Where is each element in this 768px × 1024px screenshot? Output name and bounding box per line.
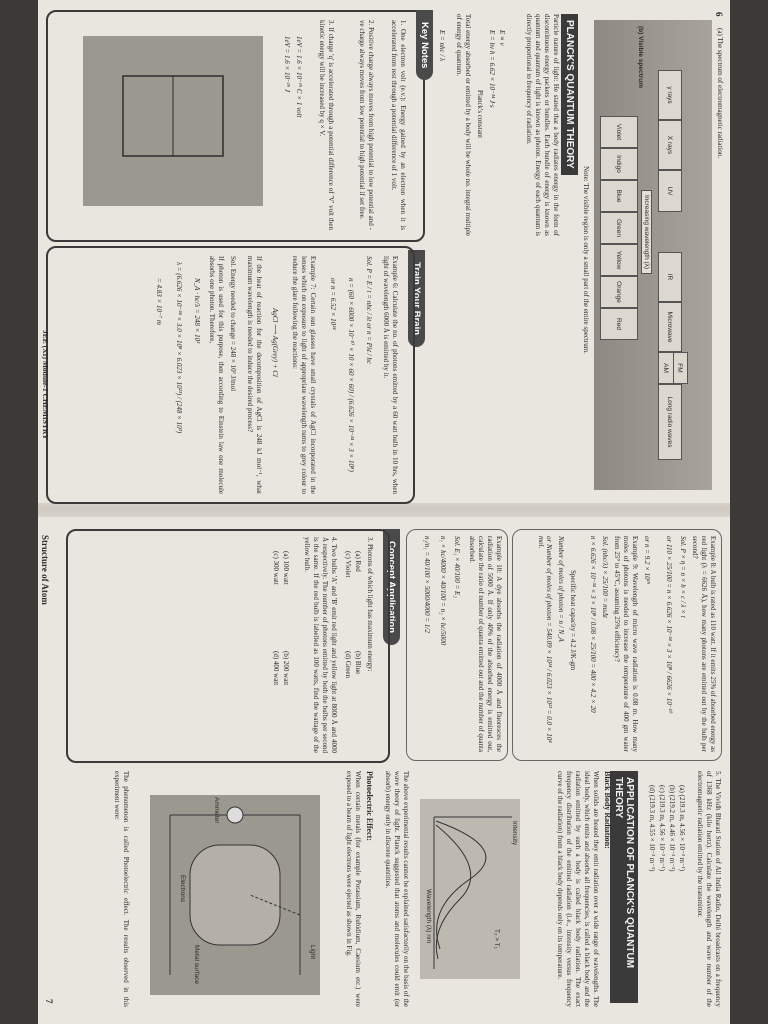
- example-9: Example 9: Wavelength of micro wave radiation is 0.08 m. How many moles of photons is needed to increase the temperature of 400 gm water from 25° to 45°C, assuming 25% efficiency?: [613, 536, 639, 752]
- planck-eq-energy: E = hν h = 6.62 × 10⁻³⁴ J·s: [488, 30, 496, 108]
- key-note-ev-1: 1eV = 1.6 × 10⁻¹⁹ C × 1 volt: [295, 36, 303, 118]
- sol-9-c: Specific heat capacity = 4.2 J/K-gm: [569, 570, 577, 671]
- band-gamma: γ rays: [658, 70, 682, 120]
- spectrum-note: Note: The visible region is only a small part of the entire spectrum.: [582, 166, 590, 354]
- sol-8-c: or n = 9.2 × 10¹⁹: [643, 536, 651, 585]
- color-red: Red: [600, 308, 638, 340]
- sol-9-a: Sol. (nhc/λ) × 25/100 = msΔt: [601, 536, 609, 618]
- photoelectric-text-2: The phenomenon is called Photoelectric effect. The results observed in this experiment were:: [113, 771, 130, 1007]
- band-uv: UV: [658, 170, 682, 212]
- question-3: 3. Photons of which light has maximum energy:: [366, 537, 374, 672]
- example-10-box: [406, 529, 508, 761]
- fig-label-light: Light: [309, 945, 316, 960]
- photoelectric-text: When certain metals (for example Potassium, Rubidium, Caesium etc.) were exposed to a beam of light electrons were ejected as shown in Fig.: [345, 771, 362, 1007]
- question-5: 5. The Vividh Bharati Station of All India Radio, Delhi broadcasts on a frequency of 1368 kHz (kilo hertz). Calculate the wavelength and wave number of the electromagnetic radiation emitted by the transmitter.: [696, 771, 722, 1007]
- left-page: [38, 0, 730, 505]
- sol-6-c: or n = 6.52 × 10²⁴: [329, 278, 337, 330]
- sol-9-d: Number of moles of photon = n / N_A: [557, 536, 565, 642]
- sol-6-b: n = (60 × 6000 × 10⁻¹⁰ × 10 × 60 × 60) / (6.626 × 10⁻³⁴ × 3 × 10⁸): [347, 278, 355, 472]
- sol-7-c: N_A · hc/λ = 248 × 10³: [193, 278, 201, 344]
- q4-option-b: (b) 200 watt: [282, 651, 290, 686]
- example-7b: If the heat of reaction for the decomposition of AgCl is 248 kJ mol⁻¹, what maximum wavelength is needed to induce the desired process?: [246, 256, 263, 494]
- fig-label-electrons: Electrons: [179, 875, 186, 903]
- q4-option-d: (d) 400 watt: [272, 651, 280, 686]
- band-long-radio: Long radio waves: [658, 384, 682, 460]
- black-body-graph: [420, 799, 520, 979]
- page-number-left: 6: [714, 12, 724, 17]
- black-body-heading: Black Body Radiation:: [603, 771, 612, 849]
- sol-6-a: Sol. P = E / t = nhc / λt or n = Pλt / hc: [365, 256, 373, 364]
- sol-9-b: n × 6.626 × 10⁻³⁴ × 3 × 10⁸ / 0.08 × 25/100 = 400 × 4.2 × 20: [589, 536, 597, 713]
- book-page-photo: [38, 0, 730, 1024]
- planck-heading: PLANCK'S QUANTUM THEORY: [561, 14, 578, 175]
- rotated-spread: [38, 0, 730, 1024]
- band-microwave: Microwave: [658, 302, 682, 352]
- example-7: Example 7: Certain sun glasses have small crystals of AgCl incorporated in the lenses which on exposure to light of appropriate wavelength turns to grey colour to reduce the glare following the reactions:: [291, 256, 317, 494]
- application-heading: APPLICATION OF PLANCK'S QUANTUM THEORY: [610, 771, 638, 1003]
- sol-8-a: Sol. P × η = n × h × c / λ × t: [679, 536, 687, 618]
- sol-7-a: Sol. Energy needed to change = 248 × 10³ J/mol: [229, 256, 237, 392]
- planck-eq-proportional: E ∝ ν: [498, 30, 506, 46]
- black-body-text: When solids are heated they emit radiation over a wide range of wavelengths. The ideal body, which emits and absorbs all frequencies, is called a black body and the radiation emitted by such a body is called black body radiation. The exact frequency distribution of the emitted radiation (i.e., intensity versus frequency curve of the radiation) from a black body depends only on its temperature.: [556, 771, 600, 1007]
- potential-diagram: [83, 36, 263, 206]
- q5-option-b: (b) (219.2 m, 4.46 × 10⁻³ m⁻¹): [668, 785, 676, 872]
- intensity-curve: [420, 799, 520, 979]
- q3-option-d: (d) Green: [344, 651, 352, 679]
- q5-option-a: (a) (219.3 m, 4.56 × 10⁻³ m⁻¹): [678, 785, 686, 872]
- fig-label-metal: Metal surface: [193, 945, 200, 985]
- reaction: AgCl ⟶ Ag(Grey) + Cl: [271, 308, 279, 377]
- sol-7-e: = 4.83 × 10⁻⁷ m: [155, 278, 163, 325]
- key-note-2: 2. Positive charge always moves from high potential to low potential and -ve charge always moves from low potential to high potential if set free.: [358, 20, 375, 230]
- increasing-wavelength-arrow: Increasing wavelength (λ): [641, 190, 652, 274]
- graph-x-label: Wavelength (λ) nm: [425, 889, 432, 944]
- key-note-ev-2: 1eV = 1.6 × 10⁻¹⁹ J: [283, 36, 291, 93]
- q3-option-b: (b) Blue: [354, 651, 362, 675]
- key-notes-box: [46, 10, 430, 242]
- examples-box: [512, 529, 722, 761]
- right-page: [38, 515, 730, 1020]
- spectrum-caption: (a) The spectrum of electromagnetic radiation.: [716, 28, 724, 159]
- color-blue: Blue: [600, 180, 638, 212]
- concept-application-box: [66, 529, 390, 763]
- q3-option-a: (a) Red: [354, 551, 362, 572]
- sol-10-a: Sol. E₁ × 40/100 = E₂: [453, 536, 461, 598]
- q3-option-c: (c) Violet: [344, 551, 352, 578]
- key-notes-figure: [83, 36, 263, 206]
- example-10: Example 10: A dye absorbs the radiation of 4000 Å and fluoresces the radiation of 5000 Å. If only 40% of the absorbed energy is emitted out, calculate the ratio of number of quanta emitted out and the number of quanta absorbed.: [468, 536, 503, 752]
- train-your-brain-tab: Train Your Brain: [408, 250, 425, 347]
- footer-module-title: JEE (XI) Module-1 CHEMISTRY: [41, 330, 50, 440]
- q4-option-a: (a) 100 watt: [282, 551, 290, 585]
- q4-option-c: (c) 300 watt: [272, 551, 280, 585]
- key-note-1: 1. One electron volt (e.v.): Energy gained by an electron when it is accelerated from rest through a potential difference of 1 volt.: [390, 20, 407, 230]
- fig-label-ammeter: Ammeter: [213, 797, 220, 824]
- sol-10-c: n₂/n₁ = 40/100 × 5000/4000 = 1/2: [423, 536, 431, 633]
- graph-y-label: Intensity: [511, 821, 518, 846]
- key-notes-tab: Key Notes: [416, 10, 433, 80]
- planck-text: Particle nature of light: He stated that a body radiates energy in the form of discontinuous energy packets or bundles. Each bundle of energy is known as quantum and quantum of light is known as photon. Energy of each quantum is directly proportional to frequency of radiation.: [525, 14, 560, 236]
- photoelectric-heading: Photoelectric Effect:: [365, 771, 374, 841]
- graph-temperature-label: T₂ > T₁: [493, 929, 500, 949]
- train-your-brain-box: [46, 246, 415, 504]
- black-body-text-2: The above experimental results cannot be explained satisfactorily on the basis of the wave theory of light. Planck suggested that atoms and molecules could emit (or absorb) energy only in discrete quantities.: [384, 771, 410, 1007]
- q5-option-c: (c) (219.3 m, 4.56 × 10⁻³ m⁻¹): [658, 785, 666, 872]
- concept-application-tab: Concept Application: [383, 529, 400, 645]
- spectrum-figure: [594, 20, 712, 490]
- sol-7-d: λ = (6.626 × 10⁻³⁴ × 3.0 × 10⁸ × 6.023 × 10²³) / (248 × 10³): [175, 262, 183, 434]
- color-orange: Orange: [600, 276, 638, 308]
- sol-8-b: or 110 × 25/100 = n × 6.626 × 10⁻³⁴ × 3 × 10⁸ / 6626 × 10⁻¹⁰: [665, 536, 673, 714]
- band-am: AM: [658, 352, 674, 384]
- planck-text-2: Total energy absorbed or emitted by a body will be whole no. integral multiple of energy of quantum.: [455, 14, 472, 236]
- color-indigo: Indigo: [600, 148, 638, 180]
- color-violet: Violet: [600, 116, 638, 148]
- band-fm: FM: [672, 352, 688, 384]
- question-4: 4. Two bulbs 'A' and 'B' emit red light and yellow light at 8000 Å and 4000 Å respectively. The number of photons emitted by both the bulbs per second is the same. If the red bulb is labelled as 100 watts, find the wattage of the yellow bulb.: [303, 537, 338, 753]
- planck-eq-total: E = nhc / λ: [438, 30, 446, 62]
- color-green: Green: [600, 212, 638, 244]
- chapter-title: Structure of Atom: [40, 535, 50, 605]
- example-8: Example 8: A bulb is rated as 110 watt. If it emits 25% of absorbed energy as red light (λ = 6626 Å), how many photons are emitted out by the bulb per second?: [691, 536, 717, 752]
- band-ir: IR: [658, 252, 682, 302]
- sol-7-b: If photon is used for this purpose, then according to Einstein law one molecule absorbs one photon. Therefore,: [208, 256, 225, 494]
- example-6: Example 6: Calculate the no. of photons emitted by a 60 watt bulb in 10 hrs, when light of wavelength 6000 Å is emitted by it.: [382, 256, 399, 494]
- page-number-right: 7: [44, 999, 54, 1004]
- visible-spectrum-label: (b) Visible spectrum: [637, 26, 644, 89]
- color-yellow: Yellow: [600, 244, 638, 276]
- photoelectric-apparatus: [150, 795, 320, 995]
- sol-10-b: n₁ × hc/4000 × 40/100 = n₂ × hc/5000: [439, 536, 447, 646]
- key-note-3: 3. If charge 'q' is accelerated through a potential difference of 'V' volt then kinetic energy will be increased by q × V.: [318, 20, 335, 230]
- photoelectric-figure: [150, 795, 320, 995]
- q5-option-d: (d) (219.3 m, 4.55 × 10⁻³ m⁻¹): [648, 785, 656, 872]
- sol-9-e: or Number of moles of photon = 540.09 × 10²⁴ / 6.023 × 10²³ = 0.0 × 10⁴ mol.: [537, 536, 553, 743]
- planck-constant-label: Planck's constant: [476, 90, 484, 139]
- band-xray: X rays: [658, 120, 682, 170]
